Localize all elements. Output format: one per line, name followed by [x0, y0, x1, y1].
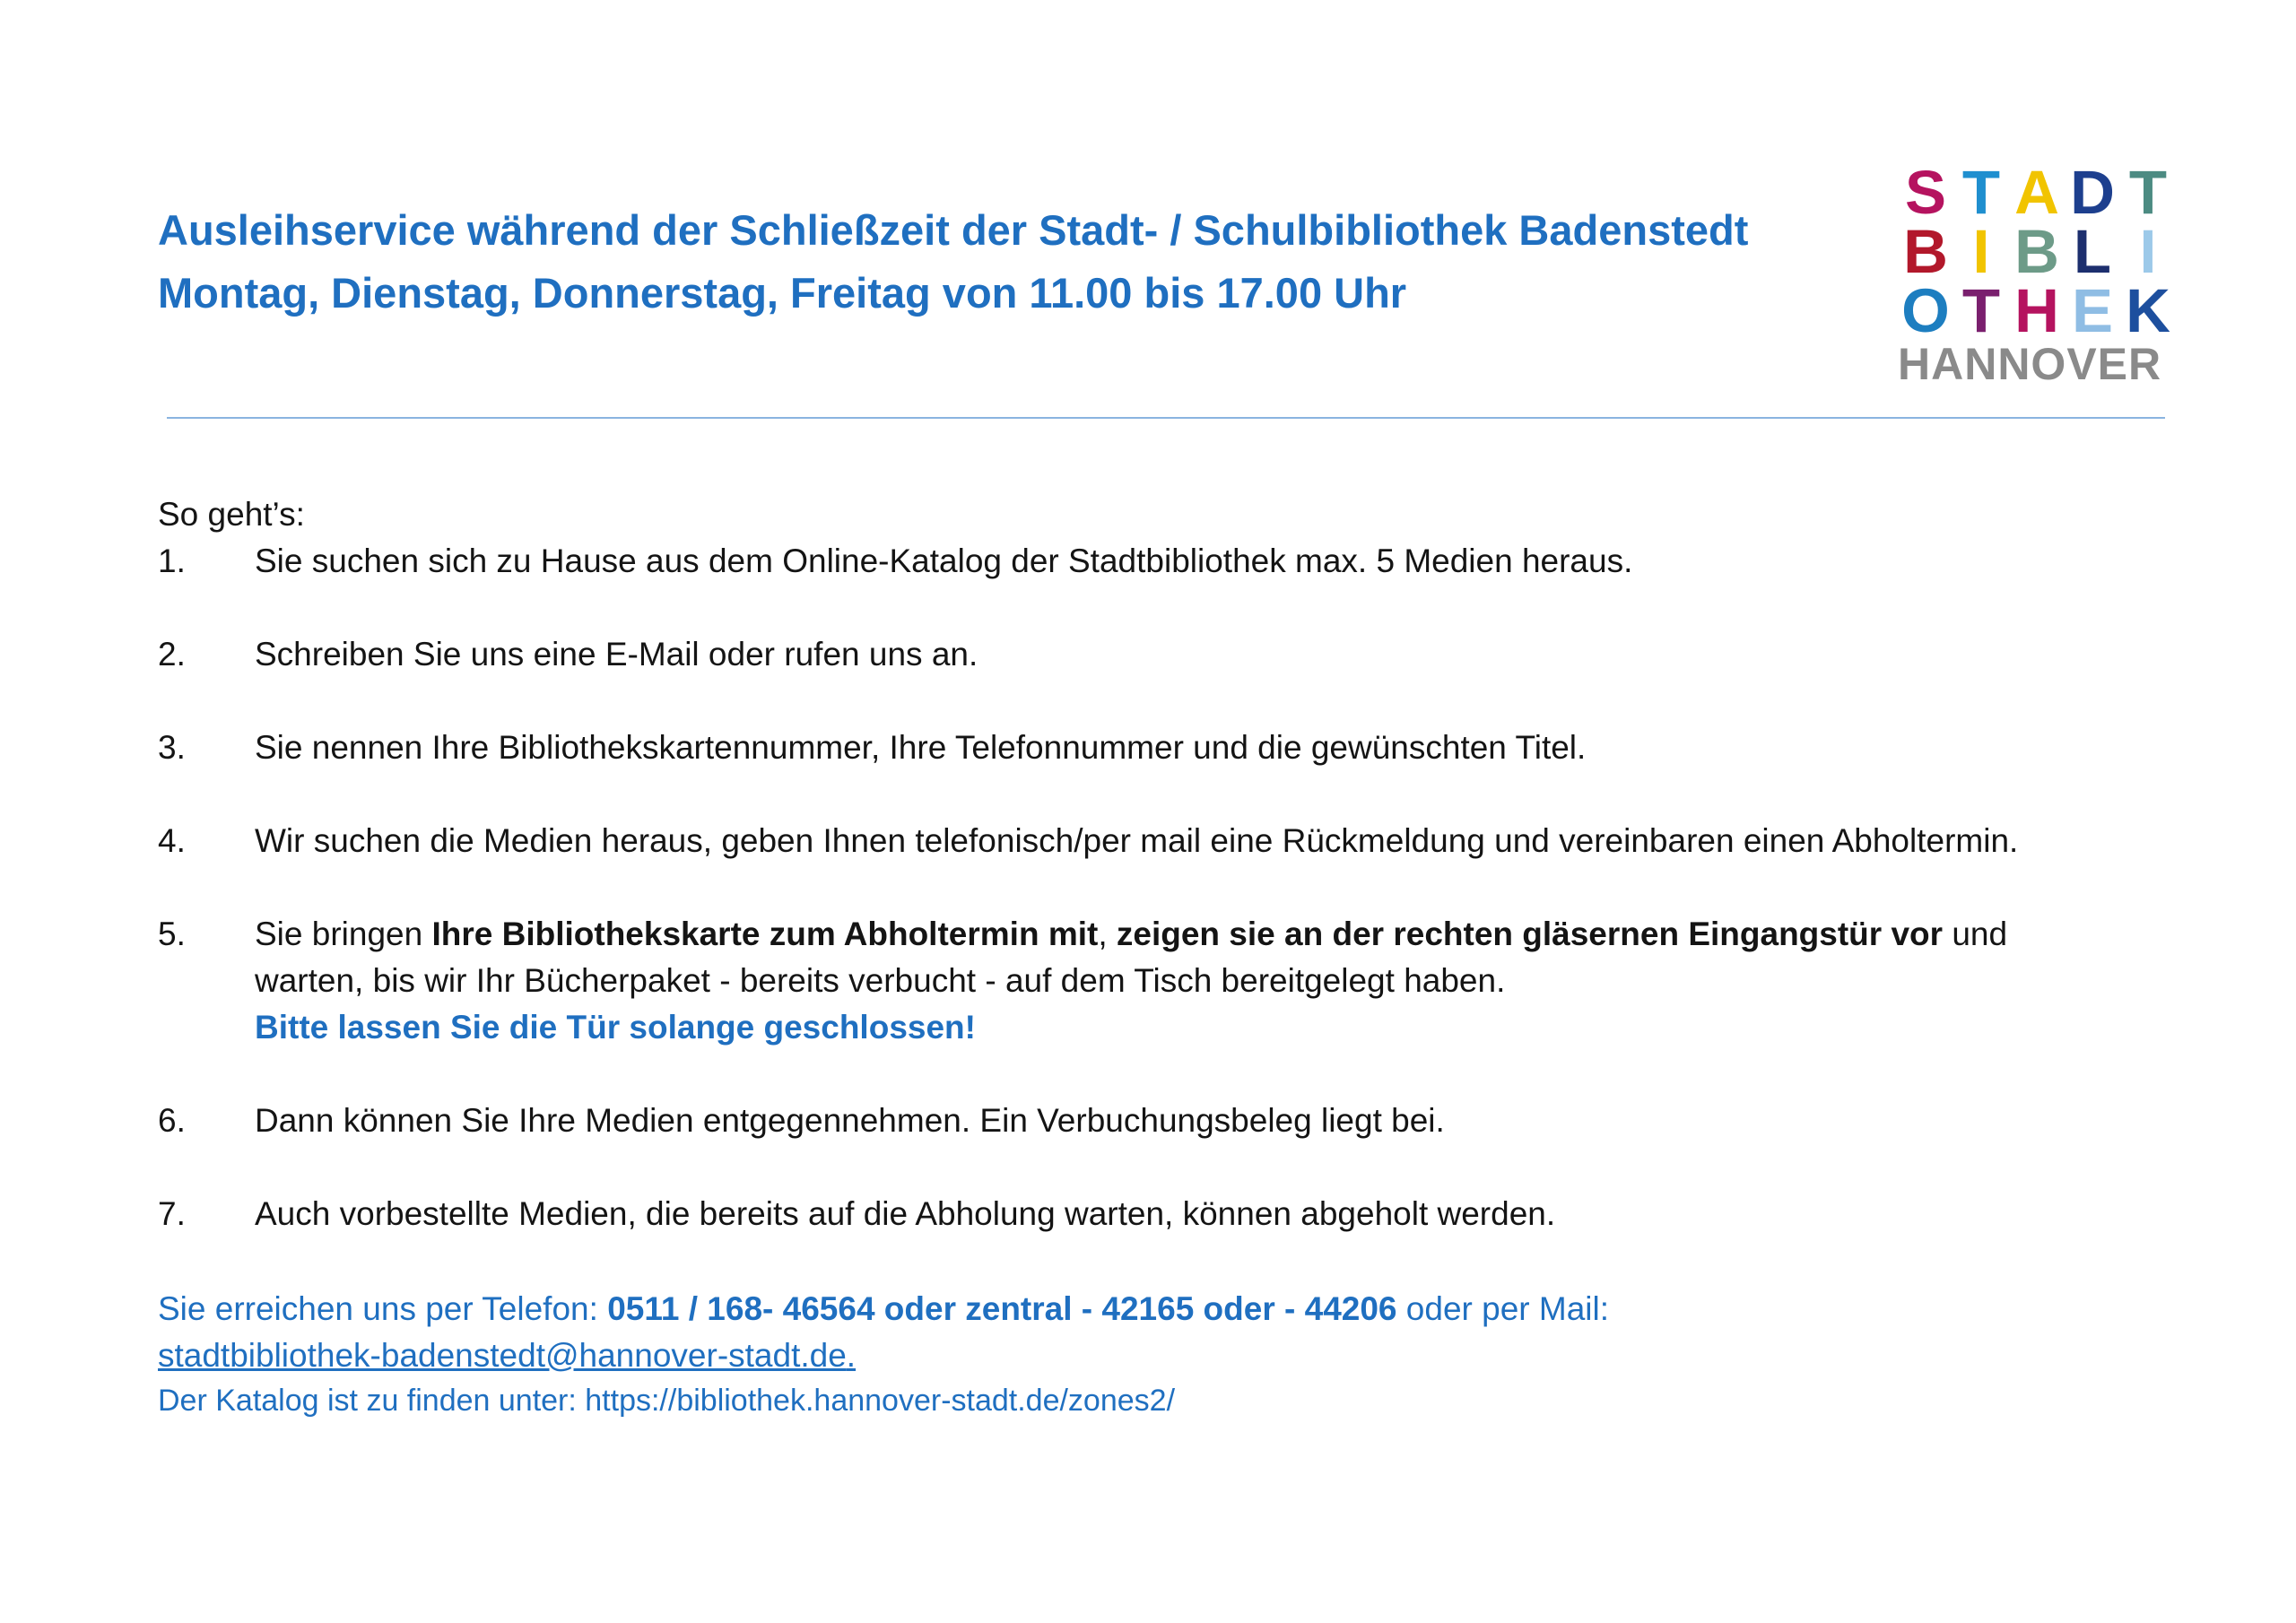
- logo-letter: D: [2070, 158, 2115, 227]
- document-header: [158, 199, 1844, 325]
- step-number: 3.: [158, 729, 186, 766]
- logo-letter: I: [2139, 217, 2157, 286]
- step-number: 2.: [158, 636, 186, 673]
- email-link[interactable]: stadtbibliothek-badenstedt@hannover-stadt.de: [158, 1337, 847, 1374]
- logo-hannover-text: HANNOVER: [1898, 339, 2162, 389]
- phone-prefix: Sie erreichen uns per Telefon:: [158, 1290, 608, 1327]
- logo-row-3: [1898, 276, 2176, 345]
- email-line: [158, 1332, 2167, 1379]
- phone-numbers: 0511 / 168- 46564 oder zentral - 42165 oder - 44206: [607, 1290, 1397, 1327]
- step-line: warten, bis wir Ihr Bücherpaket - bereits verbucht - auf dem Tisch bereitgelegt haben.: [255, 962, 1506, 999]
- logo-letter: S: [1904, 158, 1947, 227]
- instructions-intro: So geht’s:: [158, 496, 305, 533]
- step-number: 4.: [158, 822, 186, 859]
- stadtbibliothek-hannover-logo: [1898, 158, 2176, 389]
- step-number: 7.: [158, 1195, 186, 1232]
- catalog-link-text: Der Katalog ist zu finden unter: https://bibliothek.hannover-stadt.de/zones2/: [158, 1384, 1176, 1418]
- list-item: [158, 911, 2167, 1051]
- step-emphasis: Ihre Bibliothekskarte zum Abholtermin mit: [431, 916, 1099, 952]
- logo-letter: B: [1903, 217, 1948, 286]
- step-emphasis: zeigen sie an der rechten gläsernen Eingangstür vor: [1116, 916, 1944, 952]
- step-text-part: Sie bringen: [255, 916, 432, 952]
- list-item: [158, 1098, 2167, 1144]
- contact-footer: [158, 1286, 2167, 1422]
- step-text: Sie suchen sich zu Hause aus dem Online-Katalog der Stadtbibliothek max. 5 Medien heraus.: [255, 542, 1633, 579]
- list-item: [158, 818, 2167, 864]
- logo-row-1: [1898, 158, 2176, 227]
- logo-letter: O: [1901, 276, 1950, 345]
- header-divider: [167, 417, 2165, 419]
- step-text-part: ,: [1098, 916, 1117, 952]
- step-text: Dann können Sie Ihre Medien entgegennehmen. Ein Verbuchungsbeleg liegt bei.: [255, 1102, 1445, 1139]
- step-text: Auch vorbestellte Medien, die bereits auf die Abholung warten, können abgeholt werden.: [255, 1195, 1556, 1232]
- step-text: Schreiben Sie uns eine E-Mail oder rufen uns an.: [255, 636, 978, 673]
- email-period: .: [846, 1337, 857, 1374]
- step-text-part: und: [1943, 916, 2008, 952]
- step-text: [255, 911, 2167, 1051]
- list-item: [158, 1191, 2167, 1237]
- logo-letter: E: [2071, 276, 2114, 345]
- logo-letter: T: [1961, 158, 2001, 227]
- logo-letter: A: [2014, 158, 2059, 227]
- phone-contact: [158, 1286, 2167, 1332]
- logo-letter: K: [2126, 276, 2170, 345]
- logo-letter: H: [2014, 276, 2059, 345]
- door-notice: Bitte lassen Sie die Tür solange geschlossen!: [255, 1009, 976, 1046]
- logo-letter: B: [2014, 217, 2059, 286]
- step-line: [255, 911, 2167, 958]
- step-text: Sie nennen Ihre Bibliothekskartennummer, Ihre Telefonnummer und die gewünschten Titel.: [255, 729, 1587, 766]
- step-number: 6.: [158, 1102, 186, 1139]
- instructions: [158, 491, 2167, 1284]
- logo-row-2: [1898, 217, 2176, 286]
- logo-letter: I: [1972, 217, 1990, 286]
- opening-hours: Montag, Dienstag, Donnerstag, Freitag von 11.00 bis 17.00 Uhr: [158, 269, 1407, 317]
- page-title: Ausleihservice während der Schließzeit der Stadt- / Schulbibliothek Badenstedt: [158, 206, 1749, 254]
- logo-letter: T: [2128, 158, 2168, 227]
- list-item: [158, 725, 2167, 771]
- phone-suffix: oder per Mail:: [1396, 1290, 1610, 1327]
- step-number: 5.: [158, 916, 186, 952]
- logo-letter: T: [1961, 276, 2001, 345]
- logo-letter: L: [2073, 217, 2112, 286]
- list-item: [158, 538, 2167, 585]
- step-number: 1.: [158, 542, 186, 579]
- step-text: Wir suchen die Medien heraus, geben Ihnen telefonisch/per mail eine Rückmeldung und vereinbaren einen Abholtermin.: [255, 822, 2019, 859]
- list-item: [158, 631, 2167, 678]
